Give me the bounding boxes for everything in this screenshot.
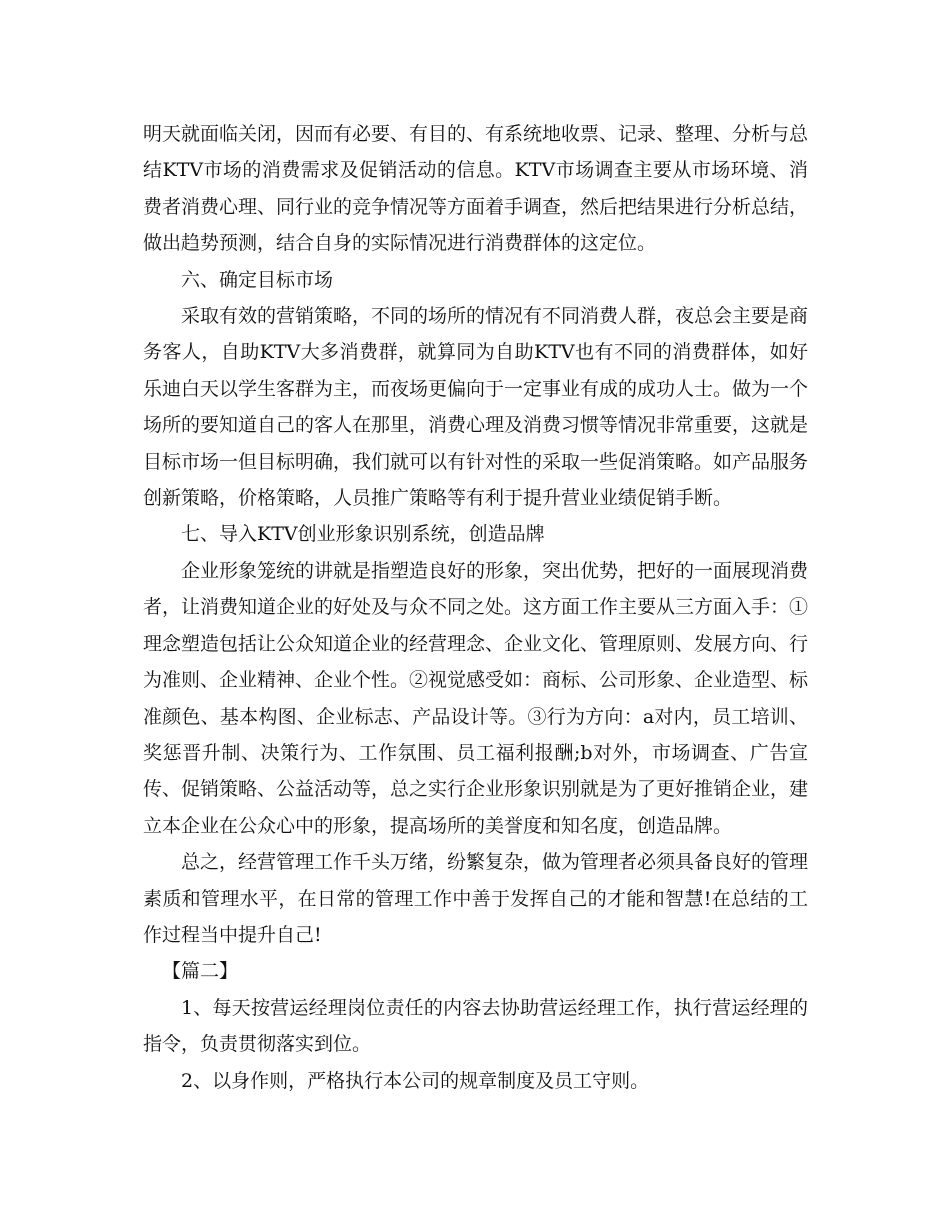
section-heading-seven: 七、导入KTV创业形象识别系统，创造品牌 (181, 523, 545, 546)
paragraph-continuation: 明天就面临关闭，因而有必要、有目的、有系统地收票、记录、整理、分析与总结KTV市场的消费需求及促销活动的信息。KTV市场调查主要从市场环境、消费者消费心理、同行业的竞争情况等方面着手调查，然后把结果进行分析总结，做出趋势预测，结合自身的实际情况进行消费群体的这定位。 (143, 123, 809, 255)
paragraph-target-market: 采取有效的营销策略，不同的场所的情况有不同消费人群，夜总会主要是商务客人，自助KTV大多消费群，就算同为自助KTV也有不同的消费群体，如好乐迪白天以学生客群为主，而夜场更偏向于一定事业有成的成功人士。做为一个场所的要知道自己的客人在那里，消费心理及消费习惯等情况非常重要，这就是目标市场一但目标明确，我们就可以有针对性的采取一些促消策略。如产品服务创新策略，价格策略，人员推广策略等有利于提升营业业绩促销手断。 (143, 305, 809, 510)
paragraph-conclusion: 总之，经营管理工作千头万绪，纷繁复杂，做为管理者必须具备良好的管理素质和管理水平，在日常的管理工作中善于发挥自己的才能和智慧!在总结的工作过程当中提升自己! (143, 851, 809, 946)
part-two-title: 【篇二】 (162, 960, 239, 983)
paragraph-corporate-image: 企业形象笼统的讲就是指塑造良好的形象，突出优势，把好的一面展现消费者，让消费知道企业的好处及与众不同之处。这方面工作主要从三方面入手：①理念塑造包括让公众知道企业的经营理念、企业文化、管理原则、发展方向、行为准则、企业精神、企业个性。②视觉感受如：商标、公司形象、企业造型、标准颜色、基本构图、企业标志、产品设计等。③行为方向：a对内，员工培训、奖惩晋升制、决策行为、工作氛围、员工福利报酬;b对外，市场调查、广告宣传、促销策略、公益活动等，总之实行企业形象识别就是为了更好推销企业，建立本企业在公众心中的形象，提高场所的美誉度和知名度，创造品牌。 (143, 559, 809, 837)
duty-item-2: 2、以身作则，严格执行本公司的规章制度及员工守则。 (181, 1069, 650, 1092)
duty-item-1: 1、每天按营运经理岗位责任的内容去协助营运经理工作，执行营运经理的指令，负责贯彻落实到位。 (143, 996, 808, 1056)
document-body (143, 116, 808, 1099)
section-heading-six: 六、确定目标市场 (181, 268, 334, 291)
